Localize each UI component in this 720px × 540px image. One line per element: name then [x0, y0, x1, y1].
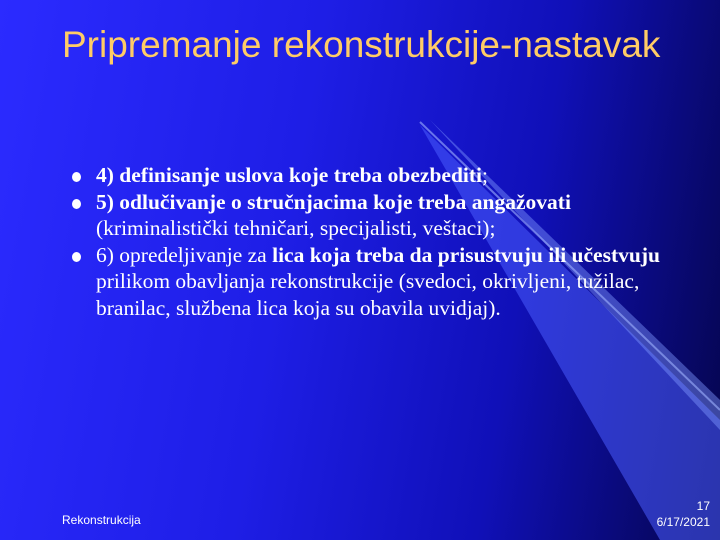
- bullet-dot-icon: [72, 252, 81, 262]
- slide-date: 6/17/2021: [656, 515, 710, 529]
- slide-number-block: [657, 498, 710, 530]
- bullet-list: [72, 162, 672, 321]
- bullet-text: 6) opredeljivanje za: [96, 242, 273, 267]
- bullet-text: prilikom obavljanja rekonstrukcije (svedoci, okrivljeni, tužilac, branilac, službena lica koja su obavila uvidjaj).: [96, 269, 640, 320]
- slide-number: 17: [696, 499, 710, 513]
- bullet-item: [72, 189, 672, 242]
- bullet-text-bold: 4) definisanje uslova koje treba obezbediti: [96, 163, 483, 187]
- bullet-dot-icon: [72, 199, 81, 209]
- bullet-item: [72, 162, 672, 189]
- bullet-text-bold: lica koja treba da prisustvuju ili učestvuju: [272, 242, 660, 267]
- footer-label: Rekonstrukcija: [62, 513, 141, 527]
- bullet-text-bold: 5) odlučivanje o stručnjacima koje treba angažovati: [96, 189, 571, 214]
- bullet-text: (kriminalistički tehničari, specijalisti, veštaci);: [96, 216, 496, 240]
- slide-title: Pripremanje rekonstrukcije-nastavak: [62, 24, 661, 65]
- bullet-item: [72, 242, 672, 322]
- bullet-dot-icon: [72, 172, 81, 182]
- bullet-text: ;: [482, 163, 488, 187]
